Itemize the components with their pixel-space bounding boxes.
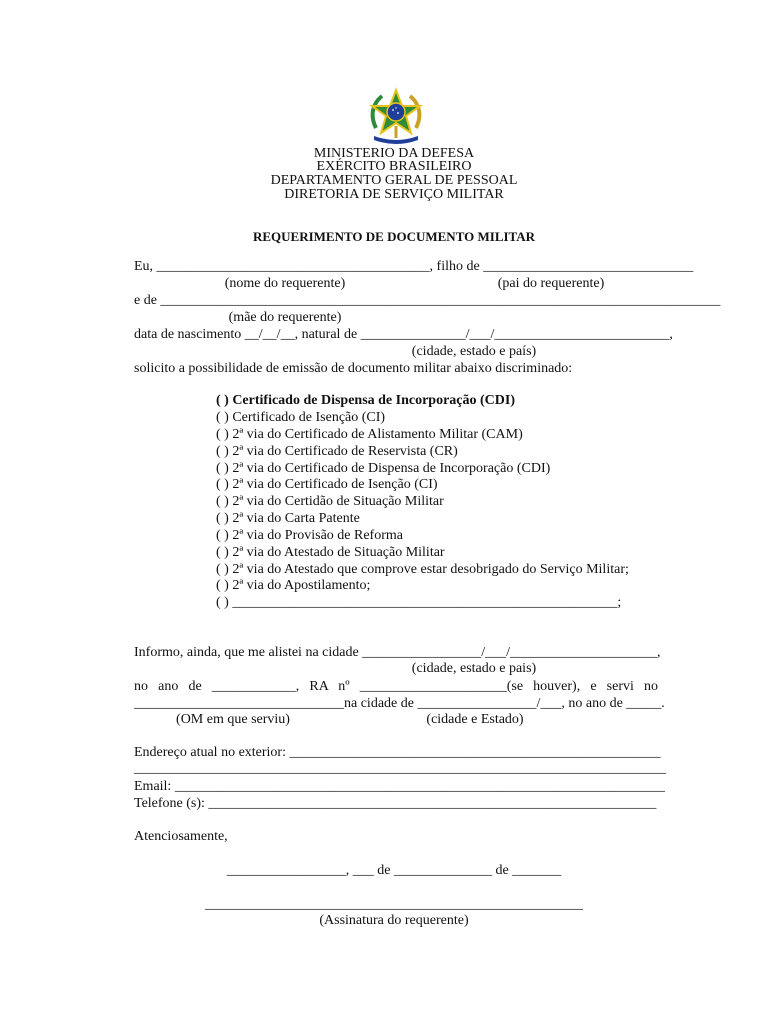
intro-line-birth: data de nascimento __/__/__, natural de _______________/___/_________________________, — [134, 327, 673, 342]
option-item: ( ) 2ª via do Certificado de Alistamento Militar (CAM) — [216, 427, 523, 442]
caption-enlistment-city: (cidade, estado e pais) — [411, 661, 537, 676]
header-line-army: EXÉRCITO BRASILEIRO — [316, 159, 472, 174]
date-place-line: _________________, ___ de ______________ de _______ — [226, 863, 562, 878]
option-item: ( ) 2ª via do Provisão de Reforma — [216, 528, 403, 543]
header-line-ministry: MINISTERIO DA DEFESA — [313, 146, 475, 161]
contact-phone: Telefone (s): ________________________________________________________________ — [134, 796, 657, 811]
option-item: ( ) 2ª via do Certificado de Isenção (CI) — [216, 477, 438, 492]
signature-line: ______________________________________________________ — [205, 897, 583, 912]
caption-service-city: (cidade e Estado) — [426, 712, 524, 727]
contact-address: Endereço atual no exterior: _____________________________________________________ — [134, 745, 661, 760]
option-item: ( ) 2ª via do Atestado que comprove estar desobrigado do Serviço Militar; — [216, 562, 629, 577]
option-item-other: ( ) _______________________________________________________; — [216, 595, 622, 610]
option-item: ( ) 2ª via do Certidão de Situação Militar — [216, 494, 444, 509]
intro-line-name: Eu, _______________________________________, filho de ______________________________ — [134, 259, 694, 274]
option-item: ( ) Certificado de Isenção (CI) — [216, 410, 386, 425]
header-line-department: DEPARTAMENTO GERAL DE PESSOAL — [270, 173, 518, 188]
caption-father-name: (pai do requerente) — [497, 276, 605, 291]
enlistment-line-service: ______________________________na cidade de _________________/___, no ano de _____. — [134, 696, 665, 711]
closing-salutation: Atenciosamente, — [134, 829, 228, 844]
option-item: ( ) Certificado de Dispensa de Incorporação (CDI) — [216, 393, 516, 408]
enlistment-line-year: no ano de ____________, RA nº _____________________(se houver), e servi no — [134, 679, 658, 694]
caption-birthplace: (cidade, estado e país) — [411, 344, 537, 359]
contact-email: Email: ______________________________________________________________________ — [134, 779, 665, 794]
caption-mother-name: (mãe do requerente) — [228, 310, 342, 325]
intro-line-request: solicito a possibilidade de emissão de documento militar abaixo discriminado: — [134, 361, 573, 376]
caption-military-unit: (OM em que serviu) — [176, 712, 290, 727]
intro-line-mother: e de ________________________________________________________________________________ — [134, 293, 721, 308]
contact-address-continued: ____________________________________________________________________________ — [134, 761, 666, 776]
document-title: REQUERIMENTO DE DOCUMENTO MILITAR — [252, 229, 536, 244]
option-item: ( ) 2ª via do Atestado de Situação Militar — [216, 545, 445, 560]
option-item: ( ) 2ª via do Carta Patente — [216, 511, 360, 526]
brazil-coat-of-arms-icon — [366, 86, 426, 146]
caption-requester-name: (nome do requerente) — [224, 276, 346, 291]
option-item: ( ) 2ª via do Certificado de Dispensa de Incorporação (CDI) — [216, 461, 551, 476]
enlistment-line-city: Informo, ainda, que me alistei na cidade _________________/___/_____________________, — [134, 645, 661, 660]
option-item: ( ) 2ª via do Certificado de Reservista (CR) — [216, 444, 458, 459]
option-item: ( ) 2ª via do Apostilamento; — [216, 578, 371, 593]
signature-caption: (Assinatura do requerente) — [319, 913, 469, 928]
header-line-directorate: DIRETORIA DE SERVIÇO MILITAR — [284, 187, 504, 202]
